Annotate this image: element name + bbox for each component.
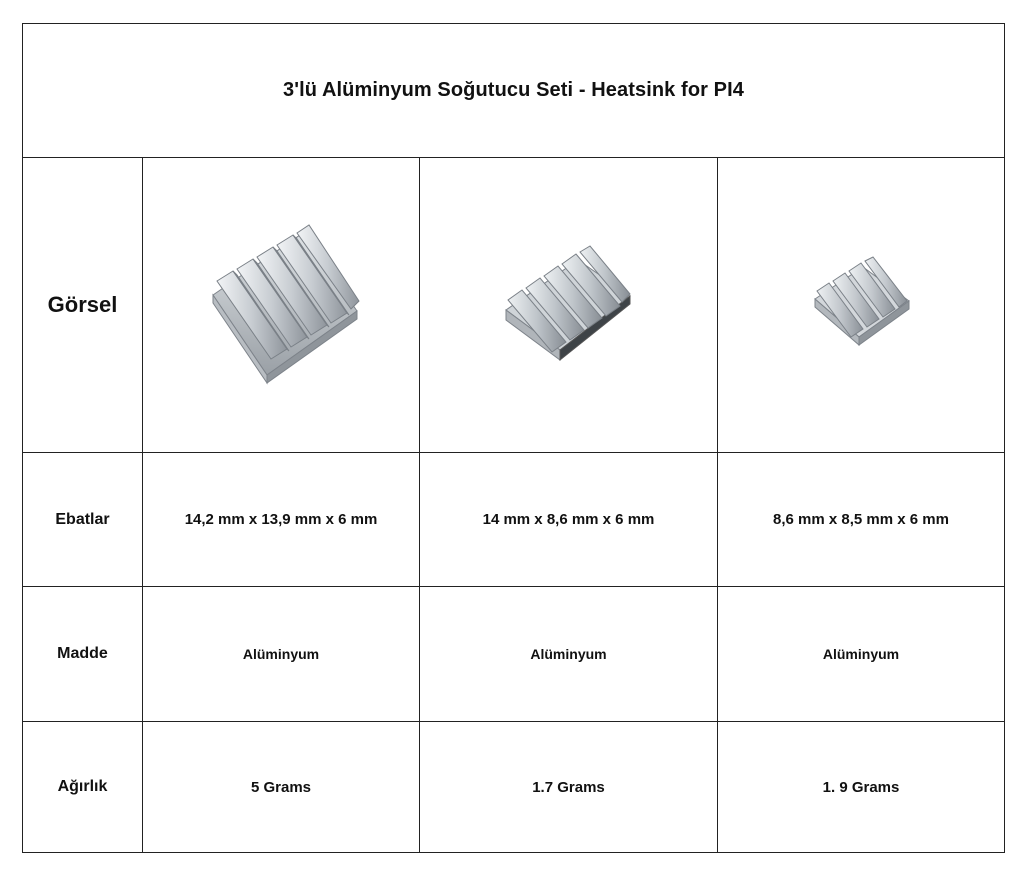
size-value-large: 14,2 mm x 13,9 mm x 6 mm (143, 453, 420, 587)
weight-value-medium: 1.7 Grams (420, 722, 718, 852)
material-value-medium: Alüminyum (420, 587, 718, 722)
table-title-row (23, 24, 1004, 158)
weight-value-large: 5 Grams (143, 722, 420, 852)
spec-table (22, 23, 1005, 853)
size-value-small: 8,6 mm x 8,5 mm x 6 mm (718, 453, 1004, 587)
row-label-image: Görsel (23, 157, 143, 453)
heatsink-large-photo (191, 215, 371, 395)
image-cell-small (718, 157, 1004, 453)
row-label-material: Madde (23, 587, 143, 722)
size-value-medium: 14 mm x 8,6 mm x 6 mm (420, 453, 718, 587)
material-value-large: Alüminyum (143, 587, 420, 722)
material-value-small: Alüminyum (718, 587, 1004, 722)
heatsink-medium-photo (494, 230, 644, 380)
image-cell-large (143, 157, 420, 453)
spec-grid (23, 157, 1004, 852)
row-label-weight: Ağırlık (23, 722, 143, 852)
image-cell-medium (420, 157, 718, 453)
heatsink-small-photo (801, 245, 921, 365)
row-label-size: Ebatlar (23, 453, 143, 587)
table-title: 3'lü Alüminyum Soğutucu Seti - Heatsink for PI4 (283, 79, 744, 101)
weight-value-small: 1. 9 Grams (822, 778, 900, 796)
